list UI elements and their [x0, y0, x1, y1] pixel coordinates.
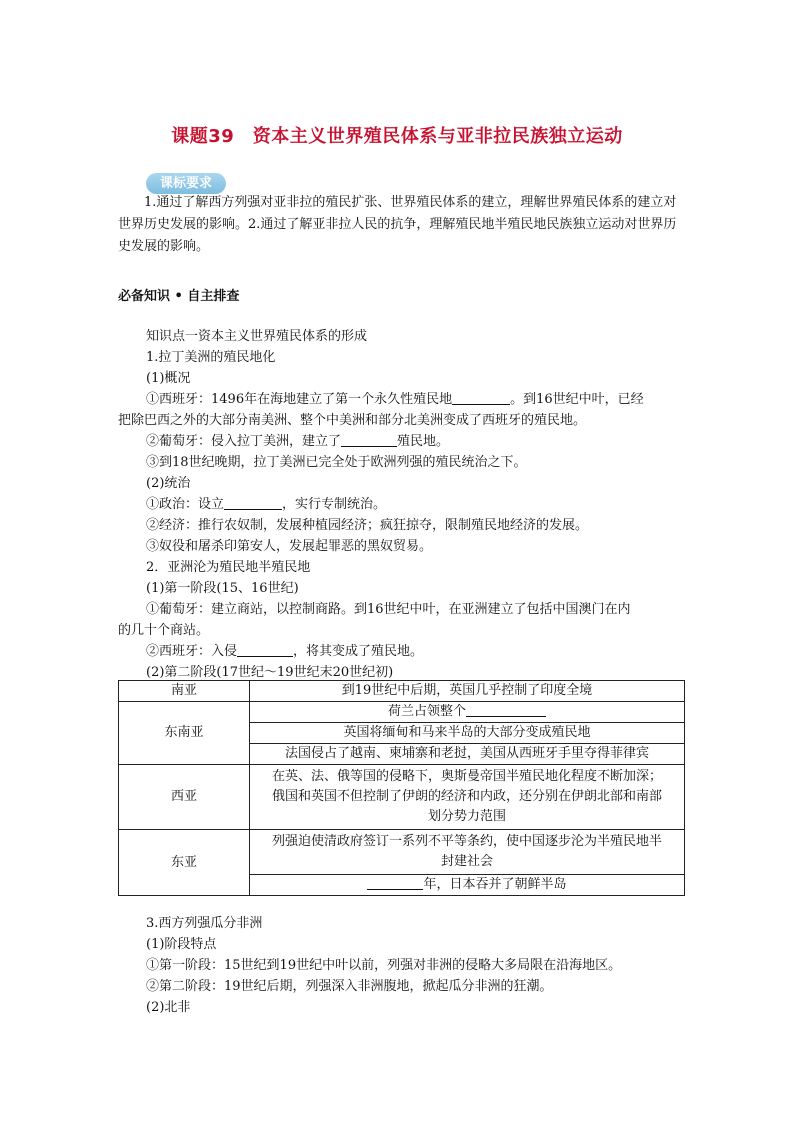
table-row	[119, 681, 685, 702]
text: ①政治：设立	[146, 497, 225, 512]
line-slavery: ③奴役和屠杀印第安人，发展起罪恶的黑奴贸易。	[146, 539, 433, 554]
body-section-1	[118, 326, 684, 683]
text: 荷兰占领整个	[387, 704, 466, 719]
line-politics	[118, 494, 684, 515]
text: ②西班牙：入侵	[146, 644, 238, 659]
line-economy: ②经济：推行农奴制，发展种植园经济；疯狂掠夺，限制殖民地经济的发展。	[146, 518, 589, 533]
content-cell: 法国侵占了越南、柬埔寨和老挝，美国从西班牙手里夺得菲律宾	[250, 744, 685, 765]
sub-stage-2: (2)第二阶段(17世纪～19世纪末20世纪初)	[146, 665, 394, 680]
content-cell: 到19世纪中后期，英国几乎控制了印度全境	[250, 681, 685, 702]
fill-blank	[466, 702, 546, 717]
cell-line: 封建社会	[440, 854, 493, 869]
sub-north-africa: (2)北非	[146, 1000, 191, 1015]
content-cell	[250, 830, 685, 875]
line-africa-stage-2: ②第二阶段：19世纪后期，列强深入非洲腹地，掀起瓜分非洲的狂潮。	[146, 979, 553, 994]
page-title: 课题39 资本主义世界殖民体系与亚非拉民族独立运动	[171, 126, 623, 147]
text: ①西班牙：1496年在海地建立了第一个永久性殖民地	[146, 392, 453, 407]
cell-line: 在英、法、俄等国的侵略下，奥斯曼帝国半殖民地化程度不断加深；	[271, 769, 662, 784]
content-cell	[250, 765, 685, 830]
fill-blank	[452, 390, 510, 405]
heading-africa: 3.西方列强瓜分非洲	[146, 916, 263, 931]
region-cell: 东南亚	[119, 702, 250, 765]
fill-blank	[341, 432, 397, 447]
line-spain-asia	[118, 641, 684, 662]
section-heading: 必备知识 • 自主排查	[118, 289, 240, 304]
cell-line: 列强迫使清政府签订一系列不平等条约，使中国逐步沦为半殖民地半	[271, 834, 662, 849]
cell-line: 划分势力范围	[427, 809, 506, 824]
line-africa-stage-1: ①第一阶段：15世纪到19世纪中叶以前，列强对非洲的侵略大多局限在沿海地区。	[146, 958, 622, 973]
text: 。到16世纪中叶，已经	[510, 392, 644, 407]
text: ，实行专制统治。	[282, 497, 387, 512]
content-cell	[250, 702, 685, 723]
region-cell: 东亚	[119, 830, 250, 896]
curriculum-badge: 课标要求	[146, 173, 226, 194]
fill-blank	[224, 495, 282, 510]
asia-colonization-table	[118, 680, 685, 896]
sub-rule: (2)统治	[146, 476, 191, 491]
heading-asia: 2．亚洲沦为殖民地半殖民地	[146, 560, 311, 575]
line-spain	[118, 389, 684, 410]
cell-line: 俄国和英国不但控制了伊朗的经济和内政，还分别在伊朗北部和南部	[271, 789, 662, 804]
table-row	[119, 830, 685, 875]
heading-latin-america: 1.拉丁美洲的殖民地化	[146, 350, 276, 365]
knowledge-point-title: 知识点一资本主义世界殖民体系的形成	[146, 329, 368, 344]
body-section-3	[146, 913, 686, 1018]
line-portugal-asia: ①葡萄牙：建立商站，以控制商路。到16世纪中叶，在亚洲建立了包括中国澳门在内	[146, 602, 631, 617]
text: 年，日本吞并了朝鲜半岛	[423, 877, 567, 892]
table-row	[119, 765, 685, 830]
table-row	[119, 702, 685, 723]
fill-blank	[367, 875, 423, 890]
content-cell: 英国将缅甸和马来半岛的大部分变成殖民地	[250, 723, 685, 744]
line-portugal-asia-cont: 的几十个商站。	[118, 623, 210, 638]
requirements-text: 1.通过了解西方列强对亚非拉的殖民扩张、世界殖民体系的建立，理解世界殖民体系的建立对世界历史发展的影响。2.通过了解亚非拉人民的抗争，理解殖民地半殖民地民族独立运动对世界历史发展的影响。	[118, 195, 677, 254]
line-portugal	[118, 431, 684, 452]
text: ，将其变成了殖民地。	[293, 644, 424, 659]
sub-stage-features: (1)阶段特点	[146, 937, 217, 952]
sub-stage-1: (1)第一阶段(15、16世纪)	[146, 581, 299, 596]
fill-blank	[237, 642, 293, 657]
line-spain-cont: 把除巴西之外的大部分南美洲、整个中美洲和部分北美洲变成了西班牙的殖民地。	[118, 413, 587, 428]
sub-overview: (1)概况	[146, 371, 191, 386]
region-cell: 南亚	[119, 681, 250, 702]
content-cell	[250, 875, 685, 896]
text: 殖民地。	[397, 434, 450, 449]
region-cell: 西亚	[119, 765, 250, 830]
line-18c: ③到18世纪晚期，拉丁美洲已完全处于欧洲列强的殖民统治之下。	[146, 455, 527, 470]
text: ②葡萄牙：侵入拉丁美洲，建立了	[146, 434, 342, 449]
